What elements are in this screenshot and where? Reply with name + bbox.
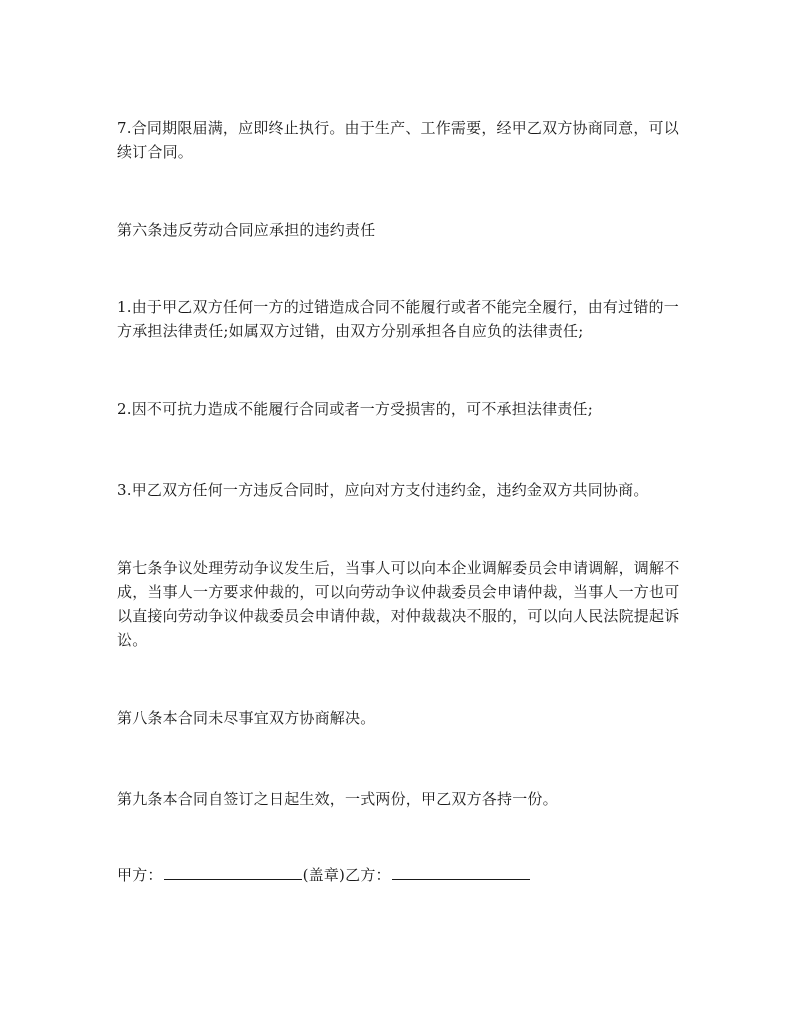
article-paragraph: 第八条本合同未尽事宜双方协商解决。 [117,709,376,727]
party-a-blank [164,865,302,880]
clause-paragraph: 3.甲乙双方任何一方违反合同时，应向对方支付违约金，违约金双方共同协商。 [117,481,649,499]
clause-paragraph: 1.由于甲乙双方任何一方的过错造成合同不能履行或者不能完全履行，由有过错的一方承担法律责任;如属双方过错，由双方分别承担各自应负的法律责任; [117,298,679,340]
article-paragraph: 第九条本合同自签订之日起生效，一式两份，甲乙双方各持一份。 [117,790,558,808]
signature-line [117,863,683,887]
clause-paragraph: 7.合同期限届满，应即终止执行。由于生产、工作需要，经甲乙双方协商同意，可以续订合同。 [117,119,679,161]
article-paragraph: 第七条争议处理劳动争议发生后，当事人可以向本企业调解委员会申请调解，调解不成，当事人一方要求仲裁的，可以向劳动争议仲裁委员会申请仲裁，当事人一方也可以直接向劳动争议仲裁委员会申请仲裁，对仲裁裁决不服的，可以向人民法院提起诉讼。 [117,559,680,649]
clause-paragraph: 2.因不可抗力造成不能履行合同或者一方受损害的，可不承担法律责任; [117,400,593,418]
article-heading: 第六条违反劳动合同应承担的违约责任 [117,221,376,239]
party-b-blank [392,865,530,880]
seal-party-b-label: (盖章)乙方： [302,866,391,884]
party-a-label: 甲方： [117,866,163,884]
